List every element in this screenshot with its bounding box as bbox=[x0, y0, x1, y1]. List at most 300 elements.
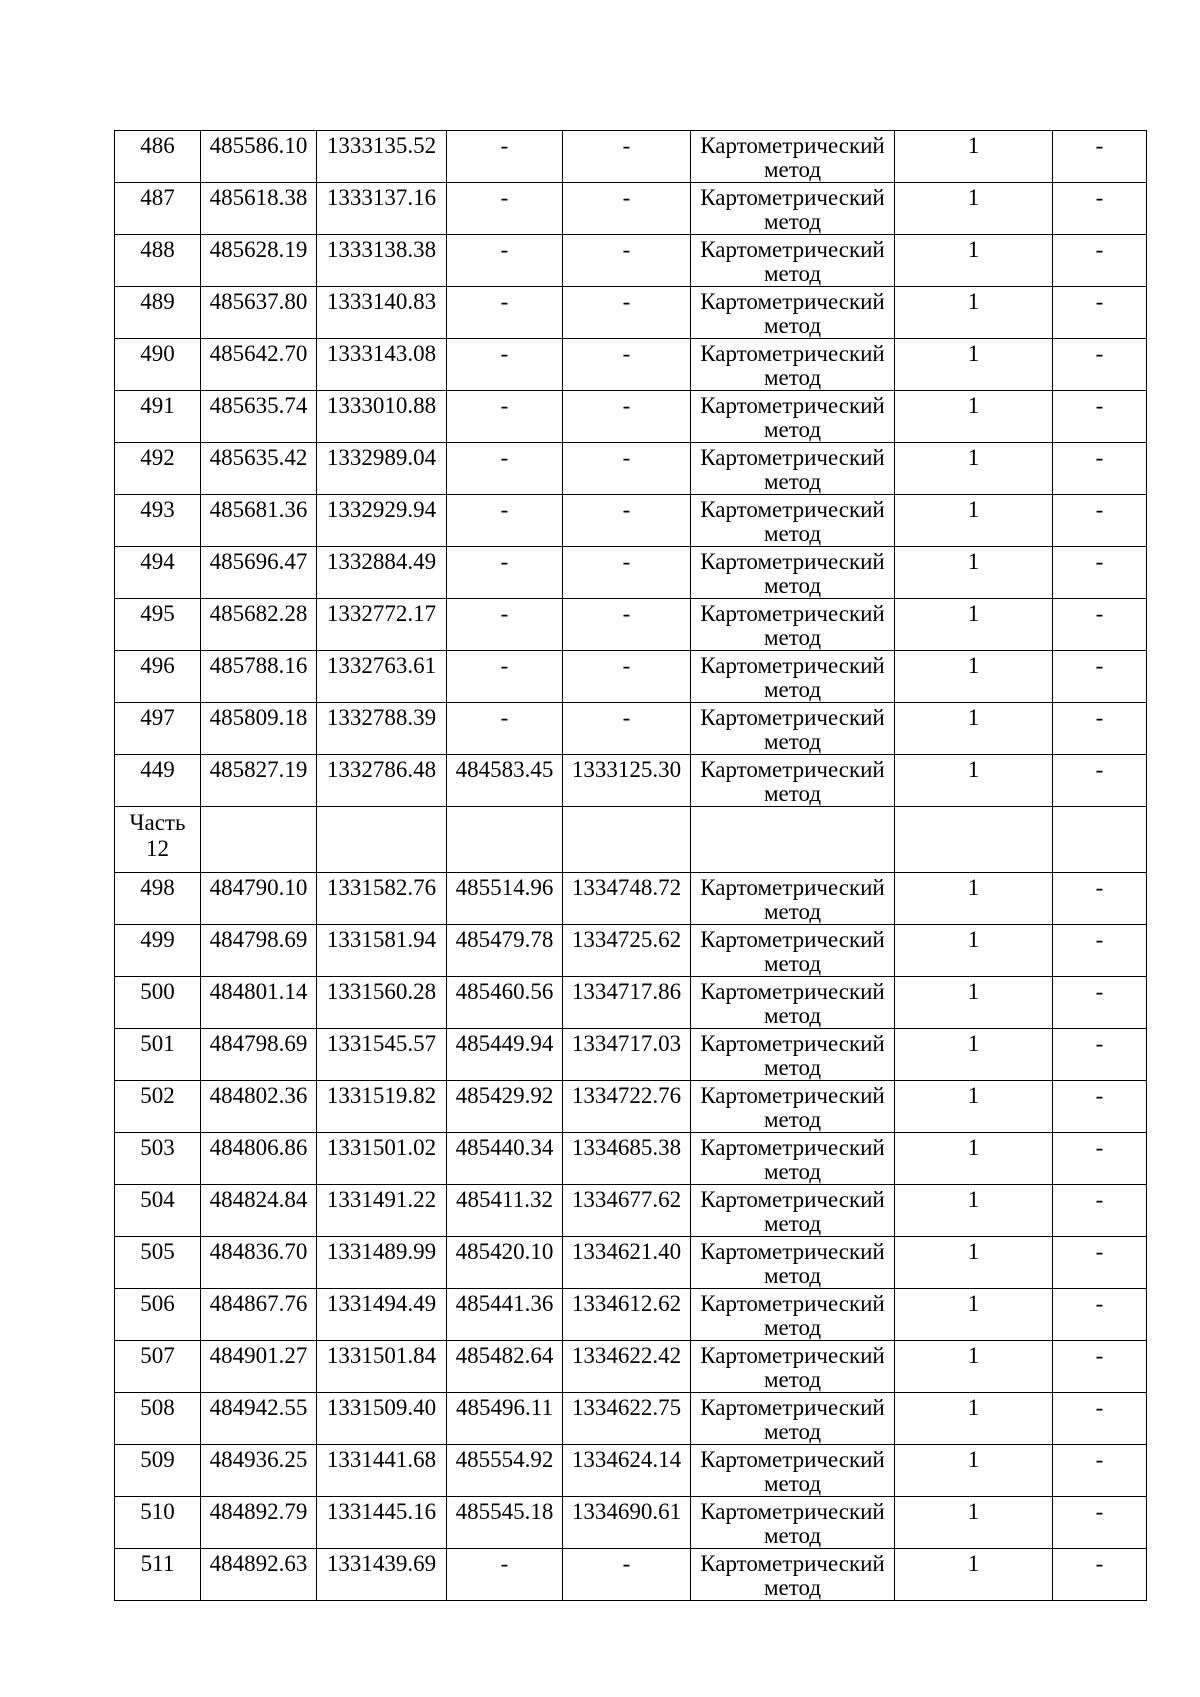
method-cell bbox=[691, 547, 895, 599]
point-number-cell: 509 bbox=[115, 1445, 201, 1497]
point-number-cell: 491 bbox=[115, 391, 201, 443]
x-coordinate-previous-cell: 485449.94 bbox=[447, 1029, 563, 1081]
y-coordinate-cell: 1331489.99 bbox=[317, 1237, 447, 1289]
note-cell: - bbox=[1053, 131, 1147, 183]
y-coordinate-previous-cell: - bbox=[563, 547, 691, 599]
point-number-cell: 488 bbox=[115, 235, 201, 287]
accuracy-cell: 1 bbox=[895, 1185, 1053, 1237]
y-coordinate-previous-cell: 1334685.38 bbox=[563, 1133, 691, 1185]
note-cell: - bbox=[1053, 925, 1147, 977]
x-coordinate-cell: 485635.74 bbox=[201, 391, 317, 443]
method-line-1: Картометрический bbox=[700, 497, 885, 522]
y-coordinate-cell: 1331545.57 bbox=[317, 1029, 447, 1081]
note-cell: - bbox=[1053, 443, 1147, 495]
point-number-cell: 503 bbox=[115, 1133, 201, 1185]
x-coordinate-cell: 484798.69 bbox=[201, 1029, 317, 1081]
table-row bbox=[115, 131, 1147, 183]
method-line-2: метод bbox=[763, 573, 822, 598]
y-coordinate-cell: 1331441.68 bbox=[317, 1445, 447, 1497]
x-coordinate-cell: 485809.18 bbox=[201, 703, 317, 755]
y-coordinate-cell: 1332763.61 bbox=[317, 651, 447, 703]
method-line-1: Картометрический bbox=[700, 237, 885, 262]
x-coordinate-cell: 485637.80 bbox=[201, 287, 317, 339]
y-coordinate-previous-cell: 1334690.61 bbox=[563, 1497, 691, 1549]
y-coordinate-previous-cell: - bbox=[563, 599, 691, 651]
method-line-2: метод bbox=[763, 1159, 822, 1184]
method-line-1: Картометрический bbox=[700, 549, 885, 574]
empty-cell bbox=[895, 807, 1053, 873]
accuracy-cell: 1 bbox=[895, 755, 1053, 807]
method-line-1: Картометрический bbox=[700, 705, 885, 730]
method-cell bbox=[691, 495, 895, 547]
x-coordinate-cell: 485586.10 bbox=[201, 131, 317, 183]
y-coordinate-previous-cell: 1334748.72 bbox=[563, 873, 691, 925]
x-coordinate-cell: 484836.70 bbox=[201, 1237, 317, 1289]
x-coordinate-previous-cell: - bbox=[447, 391, 563, 443]
note-cell: - bbox=[1053, 1133, 1147, 1185]
method-line-2: метод bbox=[763, 677, 822, 702]
accuracy-cell: 1 bbox=[895, 977, 1053, 1029]
method-cell bbox=[691, 1393, 895, 1445]
method-line-2: метод bbox=[763, 1367, 822, 1392]
note-cell: - bbox=[1053, 1549, 1147, 1601]
section-label-cell bbox=[115, 807, 201, 873]
section-header-row bbox=[115, 807, 1147, 873]
point-number-cell: 505 bbox=[115, 1237, 201, 1289]
y-coordinate-previous-cell: 1334717.03 bbox=[563, 1029, 691, 1081]
method-line-1: Картометрический bbox=[700, 1395, 885, 1420]
point-number-cell: 498 bbox=[115, 873, 201, 925]
x-coordinate-previous-cell: 485545.18 bbox=[447, 1497, 563, 1549]
y-coordinate-cell: 1331560.28 bbox=[317, 977, 447, 1029]
note-cell: - bbox=[1053, 495, 1147, 547]
table-row bbox=[115, 443, 1147, 495]
method-cell bbox=[691, 977, 895, 1029]
table-row bbox=[115, 1341, 1147, 1393]
method-line-1: Картометрический bbox=[700, 927, 885, 952]
method-line-2: метод bbox=[763, 1471, 822, 1496]
table-row bbox=[115, 1081, 1147, 1133]
accuracy-cell: 1 bbox=[895, 599, 1053, 651]
table-row bbox=[115, 1393, 1147, 1445]
method-line-2: метод bbox=[763, 1055, 822, 1080]
method-line-1: Картометрический bbox=[700, 393, 885, 418]
point-number-cell: 508 bbox=[115, 1393, 201, 1445]
accuracy-cell: 1 bbox=[895, 391, 1053, 443]
method-cell bbox=[691, 599, 895, 651]
y-coordinate-cell: 1331582.76 bbox=[317, 873, 447, 925]
method-line-2: метод bbox=[763, 729, 822, 754]
y-coordinate-previous-cell: - bbox=[563, 131, 691, 183]
note-cell: - bbox=[1053, 339, 1147, 391]
table-row bbox=[115, 1185, 1147, 1237]
y-coordinate-previous-cell: 1334717.86 bbox=[563, 977, 691, 1029]
method-cell bbox=[691, 925, 895, 977]
point-number-cell: 501 bbox=[115, 1029, 201, 1081]
note-cell: - bbox=[1053, 651, 1147, 703]
accuracy-cell: 1 bbox=[895, 235, 1053, 287]
x-coordinate-previous-cell: 485460.56 bbox=[447, 977, 563, 1029]
x-coordinate-cell: 484806.86 bbox=[201, 1133, 317, 1185]
point-number-cell: 494 bbox=[115, 547, 201, 599]
section-label-number: 12 bbox=[146, 836, 169, 861]
x-coordinate-previous-cell: 485420.10 bbox=[447, 1237, 563, 1289]
accuracy-cell: 1 bbox=[895, 1289, 1053, 1341]
method-line-1: Картометрический bbox=[700, 1083, 885, 1108]
y-coordinate-previous-cell: 1334622.75 bbox=[563, 1393, 691, 1445]
method-line-1: Картометрический bbox=[700, 1447, 885, 1472]
method-cell bbox=[691, 131, 895, 183]
x-coordinate-previous-cell: 485429.92 bbox=[447, 1081, 563, 1133]
method-line-1: Картометрический bbox=[700, 1187, 885, 1212]
point-number-cell: 507 bbox=[115, 1341, 201, 1393]
x-coordinate-previous-cell: 485496.11 bbox=[447, 1393, 563, 1445]
method-line-2: метод bbox=[763, 521, 822, 546]
note-cell: - bbox=[1053, 1341, 1147, 1393]
table-row bbox=[115, 873, 1147, 925]
point-number-cell: 490 bbox=[115, 339, 201, 391]
x-coordinate-previous-cell: 485411.32 bbox=[447, 1185, 563, 1237]
y-coordinate-cell: 1331494.49 bbox=[317, 1289, 447, 1341]
x-coordinate-cell: 485628.19 bbox=[201, 235, 317, 287]
method-cell bbox=[691, 1341, 895, 1393]
y-coordinate-previous-cell: 1334677.62 bbox=[563, 1185, 691, 1237]
x-coordinate-previous-cell: - bbox=[447, 287, 563, 339]
x-coordinate-previous-cell: 485482.64 bbox=[447, 1341, 563, 1393]
method-line-2: метод bbox=[763, 1523, 822, 1548]
y-coordinate-previous-cell: 1334622.42 bbox=[563, 1341, 691, 1393]
x-coordinate-previous-cell: - bbox=[447, 339, 563, 391]
table-body bbox=[115, 131, 1147, 1601]
point-number-cell: 510 bbox=[115, 1497, 201, 1549]
note-cell: - bbox=[1053, 391, 1147, 443]
accuracy-cell: 1 bbox=[895, 873, 1053, 925]
x-coordinate-cell: 485682.28 bbox=[201, 599, 317, 651]
y-coordinate-previous-cell: - bbox=[563, 235, 691, 287]
accuracy-cell: 1 bbox=[895, 1393, 1053, 1445]
table-row bbox=[115, 235, 1147, 287]
table-row bbox=[115, 925, 1147, 977]
point-number-cell: 511 bbox=[115, 1549, 201, 1601]
method-line-1: Картометрический bbox=[700, 445, 885, 470]
table-row bbox=[115, 651, 1147, 703]
y-coordinate-cell: 1332884.49 bbox=[317, 547, 447, 599]
method-line-2: метод bbox=[763, 625, 822, 650]
accuracy-cell: 1 bbox=[895, 183, 1053, 235]
note-cell: - bbox=[1053, 1497, 1147, 1549]
method-line-2: метод bbox=[763, 899, 822, 924]
y-coordinate-cell: 1333143.08 bbox=[317, 339, 447, 391]
x-coordinate-cell: 485642.70 bbox=[201, 339, 317, 391]
x-coordinate-previous-cell: - bbox=[447, 547, 563, 599]
note-cell: - bbox=[1053, 1289, 1147, 1341]
table-row bbox=[115, 977, 1147, 1029]
method-line-2: метод bbox=[763, 1107, 822, 1132]
x-coordinate-cell: 484892.79 bbox=[201, 1497, 317, 1549]
method-line-2: метод bbox=[763, 261, 822, 286]
point-number-cell: 499 bbox=[115, 925, 201, 977]
method-line-1: Картометрический bbox=[700, 1551, 885, 1576]
method-line-2: метод bbox=[763, 417, 822, 442]
x-coordinate-previous-cell: - bbox=[447, 599, 563, 651]
table-row bbox=[115, 1237, 1147, 1289]
y-coordinate-previous-cell: - bbox=[563, 391, 691, 443]
table-row bbox=[115, 1497, 1147, 1549]
x-coordinate-previous-cell: - bbox=[447, 443, 563, 495]
x-coordinate-cell: 485635.42 bbox=[201, 443, 317, 495]
x-coordinate-cell: 485618.38 bbox=[201, 183, 317, 235]
point-number-cell: 496 bbox=[115, 651, 201, 703]
method-line-2: метод bbox=[763, 951, 822, 976]
y-coordinate-cell: 1331491.22 bbox=[317, 1185, 447, 1237]
method-line-1: Картометрический bbox=[700, 1135, 885, 1160]
y-coordinate-previous-cell: 1334612.62 bbox=[563, 1289, 691, 1341]
y-coordinate-cell: 1333140.83 bbox=[317, 287, 447, 339]
empty-cell bbox=[1053, 807, 1147, 873]
method-line-1: Картометрический bbox=[700, 1291, 885, 1316]
method-cell bbox=[691, 1185, 895, 1237]
method-cell bbox=[691, 183, 895, 235]
table-row bbox=[115, 339, 1147, 391]
method-line-1: Картометрический bbox=[700, 341, 885, 366]
point-number-cell: 492 bbox=[115, 443, 201, 495]
empty-cell bbox=[691, 807, 895, 873]
method-line-2: метод bbox=[763, 365, 822, 390]
empty-cell bbox=[563, 807, 691, 873]
accuracy-cell: 1 bbox=[895, 1081, 1053, 1133]
method-line-1: Картометрический bbox=[700, 757, 885, 782]
method-cell bbox=[691, 443, 895, 495]
table-row bbox=[115, 547, 1147, 599]
coordinates-table bbox=[114, 130, 1147, 1601]
note-cell: - bbox=[1053, 235, 1147, 287]
method-line-2: метод bbox=[763, 1419, 822, 1444]
empty-cell bbox=[317, 807, 447, 873]
method-cell bbox=[691, 1289, 895, 1341]
method-line-1: Картометрический bbox=[700, 133, 885, 158]
x-coordinate-cell: 485681.36 bbox=[201, 495, 317, 547]
accuracy-cell: 1 bbox=[895, 1445, 1053, 1497]
y-coordinate-previous-cell: - bbox=[563, 495, 691, 547]
method-cell bbox=[691, 1081, 895, 1133]
point-number-cell: 506 bbox=[115, 1289, 201, 1341]
y-coordinate-previous-cell: 1333125.30 bbox=[563, 755, 691, 807]
method-line-1: Картометрический bbox=[700, 1499, 885, 1524]
method-cell bbox=[691, 339, 895, 391]
y-coordinate-previous-cell: 1334624.14 bbox=[563, 1445, 691, 1497]
method-line-1: Картометрический bbox=[700, 1031, 885, 1056]
y-coordinate-cell: 1332788.39 bbox=[317, 703, 447, 755]
accuracy-cell: 1 bbox=[895, 651, 1053, 703]
method-line-2: метод bbox=[763, 1263, 822, 1288]
method-line-2: метод bbox=[763, 1315, 822, 1340]
method-line-2: метод bbox=[763, 1211, 822, 1236]
y-coordinate-previous-cell: 1334725.62 bbox=[563, 925, 691, 977]
accuracy-cell: 1 bbox=[895, 925, 1053, 977]
table-row bbox=[115, 1133, 1147, 1185]
method-cell bbox=[691, 287, 895, 339]
x-coordinate-previous-cell: 485440.34 bbox=[447, 1133, 563, 1185]
point-number-cell: 504 bbox=[115, 1185, 201, 1237]
method-line-2: метод bbox=[763, 209, 822, 234]
method-cell bbox=[691, 391, 895, 443]
empty-cell bbox=[201, 807, 317, 873]
point-number-cell: 500 bbox=[115, 977, 201, 1029]
table-row bbox=[115, 1549, 1147, 1601]
table-row bbox=[115, 183, 1147, 235]
point-number-cell: 489 bbox=[115, 287, 201, 339]
table-row bbox=[115, 1029, 1147, 1081]
y-coordinate-cell: 1333137.16 bbox=[317, 183, 447, 235]
point-number-cell: 493 bbox=[115, 495, 201, 547]
accuracy-cell: 1 bbox=[895, 1133, 1053, 1185]
x-coordinate-cell: 484802.36 bbox=[201, 1081, 317, 1133]
method-line-1: Картометрический bbox=[700, 1239, 885, 1264]
x-coordinate-previous-cell: 485479.78 bbox=[447, 925, 563, 977]
accuracy-cell: 1 bbox=[895, 443, 1053, 495]
x-coordinate-cell: 485827.19 bbox=[201, 755, 317, 807]
point-number-cell: 487 bbox=[115, 183, 201, 235]
accuracy-cell: 1 bbox=[895, 1549, 1053, 1601]
table-row bbox=[115, 287, 1147, 339]
point-number-cell: 486 bbox=[115, 131, 201, 183]
accuracy-cell: 1 bbox=[895, 287, 1053, 339]
method-line-2: метод bbox=[763, 469, 822, 494]
accuracy-cell: 1 bbox=[895, 339, 1053, 391]
accuracy-cell: 1 bbox=[895, 1029, 1053, 1081]
table-row bbox=[115, 391, 1147, 443]
empty-cell bbox=[447, 807, 563, 873]
x-coordinate-previous-cell: - bbox=[447, 495, 563, 547]
y-coordinate-previous-cell: - bbox=[563, 339, 691, 391]
method-cell bbox=[691, 235, 895, 287]
x-coordinate-previous-cell: - bbox=[447, 1549, 563, 1601]
y-coordinate-cell: 1331581.94 bbox=[317, 925, 447, 977]
method-line-1: Картометрический bbox=[700, 289, 885, 314]
table-row bbox=[115, 755, 1147, 807]
table-row bbox=[115, 495, 1147, 547]
x-coordinate-previous-cell: 484583.45 bbox=[447, 755, 563, 807]
note-cell: - bbox=[1053, 599, 1147, 651]
y-coordinate-previous-cell: - bbox=[563, 703, 691, 755]
method-line-1: Картометрический bbox=[700, 653, 885, 678]
y-coordinate-cell: 1331501.84 bbox=[317, 1341, 447, 1393]
point-number-cell: 497 bbox=[115, 703, 201, 755]
note-cell: - bbox=[1053, 183, 1147, 235]
y-coordinate-cell: 1332929.94 bbox=[317, 495, 447, 547]
accuracy-cell: 1 bbox=[895, 1341, 1053, 1393]
note-cell: - bbox=[1053, 977, 1147, 1029]
x-coordinate-previous-cell: - bbox=[447, 183, 563, 235]
accuracy-cell: 1 bbox=[895, 1497, 1053, 1549]
table-row bbox=[115, 1289, 1147, 1341]
method-cell bbox=[691, 1445, 895, 1497]
note-cell: - bbox=[1053, 1393, 1147, 1445]
method-line-2: метод bbox=[763, 1575, 822, 1600]
y-coordinate-cell: 1331439.69 bbox=[317, 1549, 447, 1601]
x-coordinate-cell: 484936.25 bbox=[201, 1445, 317, 1497]
method-cell bbox=[691, 873, 895, 925]
method-line-1: Картометрический bbox=[700, 185, 885, 210]
x-coordinate-previous-cell: 485514.96 bbox=[447, 873, 563, 925]
x-coordinate-previous-cell: - bbox=[447, 131, 563, 183]
accuracy-cell: 1 bbox=[895, 1237, 1053, 1289]
y-coordinate-cell: 1332772.17 bbox=[317, 599, 447, 651]
accuracy-cell: 1 bbox=[895, 495, 1053, 547]
point-number-cell: 502 bbox=[115, 1081, 201, 1133]
accuracy-cell: 1 bbox=[895, 703, 1053, 755]
method-line-1: Картометрический bbox=[700, 1343, 885, 1368]
x-coordinate-previous-cell: - bbox=[447, 703, 563, 755]
method-line-2: метод bbox=[763, 781, 822, 806]
method-cell bbox=[691, 755, 895, 807]
y-coordinate-cell: 1333135.52 bbox=[317, 131, 447, 183]
method-cell bbox=[691, 703, 895, 755]
note-cell: - bbox=[1053, 755, 1147, 807]
x-coordinate-cell: 484942.55 bbox=[201, 1393, 317, 1445]
method-line-1: Картометрический bbox=[700, 979, 885, 1004]
y-coordinate-cell: 1331509.40 bbox=[317, 1393, 447, 1445]
y-coordinate-previous-cell: - bbox=[563, 287, 691, 339]
note-cell: - bbox=[1053, 547, 1147, 599]
y-coordinate-previous-cell: - bbox=[563, 651, 691, 703]
method-cell bbox=[691, 1237, 895, 1289]
x-coordinate-cell: 484801.14 bbox=[201, 977, 317, 1029]
x-coordinate-previous-cell: 485441.36 bbox=[447, 1289, 563, 1341]
y-coordinate-cell: 1331519.82 bbox=[317, 1081, 447, 1133]
x-coordinate-cell: 485788.16 bbox=[201, 651, 317, 703]
method-line-2: метод bbox=[763, 313, 822, 338]
y-coordinate-cell: 1331445.16 bbox=[317, 1497, 447, 1549]
table-row bbox=[115, 599, 1147, 651]
note-cell: - bbox=[1053, 287, 1147, 339]
y-coordinate-cell: 1333138.38 bbox=[317, 235, 447, 287]
method-cell bbox=[691, 1133, 895, 1185]
method-line-1: Картометрический bbox=[700, 875, 885, 900]
accuracy-cell: 1 bbox=[895, 547, 1053, 599]
x-coordinate-previous-cell: 485554.92 bbox=[447, 1445, 563, 1497]
accuracy-cell: 1 bbox=[895, 131, 1053, 183]
y-coordinate-previous-cell: - bbox=[563, 1549, 691, 1601]
method-line-1: Картометрический bbox=[700, 601, 885, 626]
y-coordinate-cell: 1332989.04 bbox=[317, 443, 447, 495]
note-cell: - bbox=[1053, 873, 1147, 925]
x-coordinate-cell: 484798.69 bbox=[201, 925, 317, 977]
method-cell bbox=[691, 651, 895, 703]
x-coordinate-cell: 484892.63 bbox=[201, 1549, 317, 1601]
method-line-2: метод bbox=[763, 1003, 822, 1028]
note-cell: - bbox=[1053, 1445, 1147, 1497]
point-number-cell: 495 bbox=[115, 599, 201, 651]
y-coordinate-previous-cell: 1334722.76 bbox=[563, 1081, 691, 1133]
table-row bbox=[115, 1445, 1147, 1497]
note-cell: - bbox=[1053, 703, 1147, 755]
point-number-cell: 449 bbox=[115, 755, 201, 807]
x-coordinate-previous-cell: - bbox=[447, 651, 563, 703]
method-cell bbox=[691, 1029, 895, 1081]
method-cell bbox=[691, 1549, 895, 1601]
x-coordinate-previous-cell: - bbox=[447, 235, 563, 287]
note-cell: - bbox=[1053, 1237, 1147, 1289]
section-label-word: Часть bbox=[129, 810, 186, 835]
x-coordinate-cell: 484901.27 bbox=[201, 1341, 317, 1393]
method-cell bbox=[691, 1497, 895, 1549]
y-coordinate-cell: 1332786.48 bbox=[317, 755, 447, 807]
y-coordinate-previous-cell: 1334621.40 bbox=[563, 1237, 691, 1289]
y-coordinate-previous-cell: - bbox=[563, 443, 691, 495]
table-row bbox=[115, 703, 1147, 755]
y-coordinate-previous-cell: - bbox=[563, 183, 691, 235]
